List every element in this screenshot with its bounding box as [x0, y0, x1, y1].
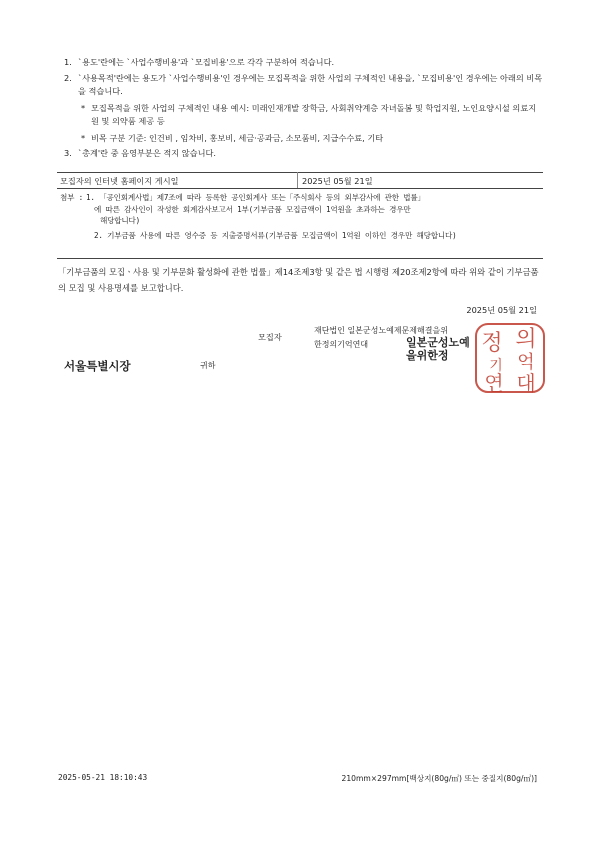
attachment-item	[60, 192, 546, 204]
seal-char: 연	[484, 371, 504, 394]
recipient-name: 서울특별시장	[64, 359, 131, 373]
collector-label: 모집자	[258, 332, 282, 342]
seal-char: 억	[517, 352, 535, 373]
attachment-text: 1. 「공인회계사법」제7조에 따라 등록한 공인회계사 또는「주식회사 등의 외부감사에 관한 법률」	[86, 193, 425, 202]
note-number: 1.	[64, 57, 72, 67]
sub-note-item	[81, 132, 544, 145]
attachment-label: 첨부 :	[60, 193, 84, 202]
sub-note-item	[81, 102, 544, 128]
attachment-section	[60, 192, 546, 241]
seal-stamp	[474, 322, 546, 394]
note-item	[64, 147, 544, 160]
report-date: 2025년 05월 21일	[466, 305, 537, 315]
representative-line: 을위한정	[406, 349, 449, 362]
seal-char: 기	[489, 358, 503, 374]
bullet-star: *	[81, 103, 86, 113]
divider	[57, 258, 543, 259]
notes-section	[64, 56, 544, 161]
note-text: `사용목적'란에는 용도가 `사업수행비용'인 경우에는 모집목적을 위한 사업의 구체적인 내용을, `모집비용'인 경우에는 아래의 비목을 적습니다.	[78, 73, 543, 96]
representative-name	[406, 336, 476, 362]
print-timestamp: 2025-05-21 18:10:43	[58, 773, 148, 782]
attachment-text: 해당합니다)	[100, 216, 141, 225]
note-number: 3.	[64, 148, 72, 158]
note-item	[64, 56, 544, 69]
report-statement: 「기부금품의 모집ㆍ사용 및 기부문화 활성화에 관한 법률」제14조제3항 및 같은 법 시행령 제20조제2항에 따라 위와 같이 기부금품의 모집 및 사용명세를 보고합니다.	[58, 267, 539, 293]
divider	[297, 172, 298, 188]
note-text: `총계'란 중 음영부분은 적지 않습니다.	[78, 148, 216, 158]
seal-char: 정	[481, 331, 503, 356]
note-number: 2.	[64, 73, 72, 83]
sub-note-text: 비목 구분 기준: 인건비 , 임차비, 홍보비, 세금·공과금, 소모품비, 지급수수료, 기타	[91, 133, 384, 143]
note-item	[64, 72, 544, 98]
seal-char: 대	[516, 371, 536, 394]
note-text: `용도'란에는 `사업수행비용'과 `모집비용'으로 각각 구분하여 적습니다.	[78, 57, 335, 67]
paper-spec: 210mm×297mm[백상지(80g/㎡) 또는 중질지(80g/㎡)]	[341, 774, 537, 783]
sub-note-text: 모집목적을 위한 사업의 구체적인 내용 예시: 미래인재개발 장학금, 사회취약계층 자녀돌봄 및 학업지원, 노인요양시설 의료지원 및 의약품 제공 등	[91, 103, 537, 126]
seal-char: 의	[515, 327, 537, 352]
publication-label: 모집자의 인터넷 홈페이지 게시일	[60, 176, 179, 186]
recipient-honorific: 귀하	[200, 361, 216, 370]
attachment-text: 2. 기부금품 사용에 따른 영수증 등 지출증명서류(기부금품 모집금액이 1억원 이하인 경우만 해당합니다)	[94, 230, 457, 240]
attachment-text: 에 따른 감사인이 작성한 회계감사보고서 1부(기부금품 모집금액이 1억원을 초과하는 경우만	[94, 204, 411, 214]
divider	[57, 172, 543, 173]
divider	[57, 188, 543, 189]
publication-date: 2025년 05월 21일	[302, 176, 373, 186]
bullet-star: *	[81, 133, 86, 143]
representative-line: 일본군성노예	[406, 336, 470, 349]
organization-name: 한정의기억연대	[314, 340, 369, 349]
organization-name: 재단법인 일본군성노예제문제해결을위	[314, 326, 448, 335]
